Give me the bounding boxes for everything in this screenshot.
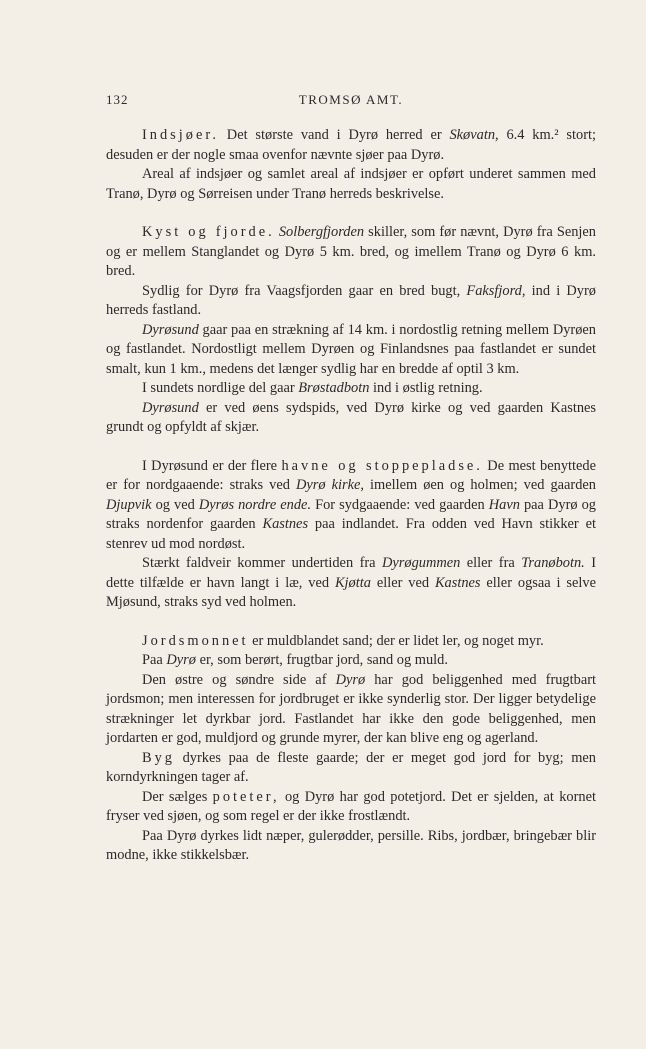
text-run: 6.4 km.² stort; desuden er der nogle smaa ovenfor nævnte sjøer paa Dyrø. [106,127,596,163]
italic-term: Havn [488,496,520,513]
text-run: imellem øen og holmen; ved gaarden [363,477,596,493]
text-run: Areal af indsjøer og samlet areal af indsjøer er opført underet sammen med Tranø, Dyrø og Sørreisen under Tranø herreds beskrivelse. [106,166,596,202]
text-run: Paa [142,652,167,668]
text-run: Det største vand i Dyrø herred er [218,127,450,143]
text-run: har god beliggenhed med frugtbart jordsmon; men interessen for jordbruget er ikke synderlig stor. Der ligger betydelige strækninger let dyrkbar jord. Fastlandet har ikke den gode beliggenhed, men jordarten er god, muldjord og grunde myrer, der kan blive eng og agerland. [106,671,596,746]
italic-term: Solbergfjorden [278,224,365,240]
text-run: eller fra [460,555,522,571]
text-run: paa indlandet. Fra odden ved Havn stikker et stenrev ud mod nordøst. [106,516,596,552]
text-run: I dette tilfælde er havn langt i læ, ved [106,555,597,591]
paragraph [106,554,596,613]
paragraph [106,282,596,321]
italic-term: Skøvatn, [449,127,499,143]
paragraph [106,379,596,399]
italic-term: Kastnes [434,574,481,591]
text-run: ind i østlig retning. [369,380,483,396]
text-run: skiller, som før nævnt, Dyrø fra Senjen og er mellem Stanglandet og Dyrø 5 km. bred, og imellem Tranø og Dyrø 6 km. bred. [106,224,596,279]
text-run: er ved øens sydspids, ved Dyrø kirke og ved gaarden Kastnes grundt og opfyldt af skjær. [106,399,596,435]
italic-term: Dyrøsund [142,321,199,338]
text-run: Paa Dyrø dyrkes lidt næper, gulerødder, persille. Ribs, jordbær, bringebær blir modne, ikke stikkelsbær. [106,827,596,863]
italic-term: Kastnes [262,516,309,532]
paragraph [106,632,596,652]
paragraph [106,788,596,827]
spaced-heading: Byg [142,749,175,766]
text-run: Sydlig for Dyrø fra Vaagsfjorden gaar en bred bugt, [142,282,467,299]
italic-term: Dyrø kirke, [296,477,364,493]
page-header [106,92,596,112]
text-run: ind i Dyrø herreds fastland. [106,282,596,318]
text-run: gaar paa en strækning af 14 km. i nordostlig retning mellem Dyrøen og fastlandet. Nordostligt mellem Dyrøen og Finlandsnes paa fastlandet er sundet smalt, kun 1 km., medens det længer sydlig har en bredde af optil 3 km. [106,321,596,377]
italic-term: Tranøbotn. [521,555,585,571]
body-text [106,126,596,866]
text-run: Stærkt faldveir kommer undertiden fra [142,555,382,571]
text-run: Den østre og søndre side af [142,671,336,688]
italic-term: Kjøtta [334,574,371,591]
paragraph [106,321,596,380]
italic-term: Djupvik [106,496,152,513]
paragraph [106,749,596,788]
text-run: eller ved [370,574,435,591]
italic-term: Brøstadbotn [298,380,370,396]
text-run: Der sælges [142,788,213,805]
text-run: For sydgaaende: ved gaarden [311,496,489,513]
spaced-heading: poteter, [212,788,280,805]
paragraph [106,165,596,204]
page-number: 132 [106,92,129,107]
italic-term: Dyrø [166,652,196,668]
paragraph [106,457,596,555]
text-run: De mest benyttede er for nordgaaende: straks ved [106,457,596,493]
text-run: paa Dyrø og straks nordenfor gaarden [106,496,596,532]
text-run: I Dyrøsund er der flere [142,457,282,474]
text-run: er, som berørt, frugtbar jord, sand og muld. [195,652,448,668]
spaced-heading: Kyst og fjorde. [142,224,275,240]
paragraph [106,126,596,165]
text-run: og ved [151,496,199,513]
text-run: I sundets nordlige del gaar [142,380,299,396]
paragraph [106,671,596,749]
italic-term: Dyrøgummen [382,555,461,571]
text-run: er muldblandet sand; der er lidet ler, og noget myr. [248,632,544,649]
paragraph [106,827,596,866]
spaced-heading: havne og stoppepladse. [281,457,483,474]
spaced-heading: Jordsmonnet [142,632,249,649]
text-run: dyrkes paa de fleste gaarde; der er meget god jord for byg; men korndyrkningen tager af. [106,749,596,785]
italic-term: Faksfjord, [466,282,526,299]
paragraph [106,223,596,282]
italic-term: Dyrøs nordre ende. [198,496,312,513]
running-title: TROMSØ AMT. [298,92,404,107]
text-run: og Dyrø har god potetjord. Det er sjelden, at kornet fryser ved sjøen, og som regel er der ikke frostlændt. [106,788,596,824]
spaced-heading: Indsjøer. [142,127,219,143]
paragraph [106,651,596,671]
italic-term: Dyrø [335,671,366,688]
text-run: eller ogsaa i selve Mjøsund, straks syd ved holmen. [106,574,596,610]
italic-term: Dyrøsund [142,399,199,416]
paragraph [106,399,596,438]
